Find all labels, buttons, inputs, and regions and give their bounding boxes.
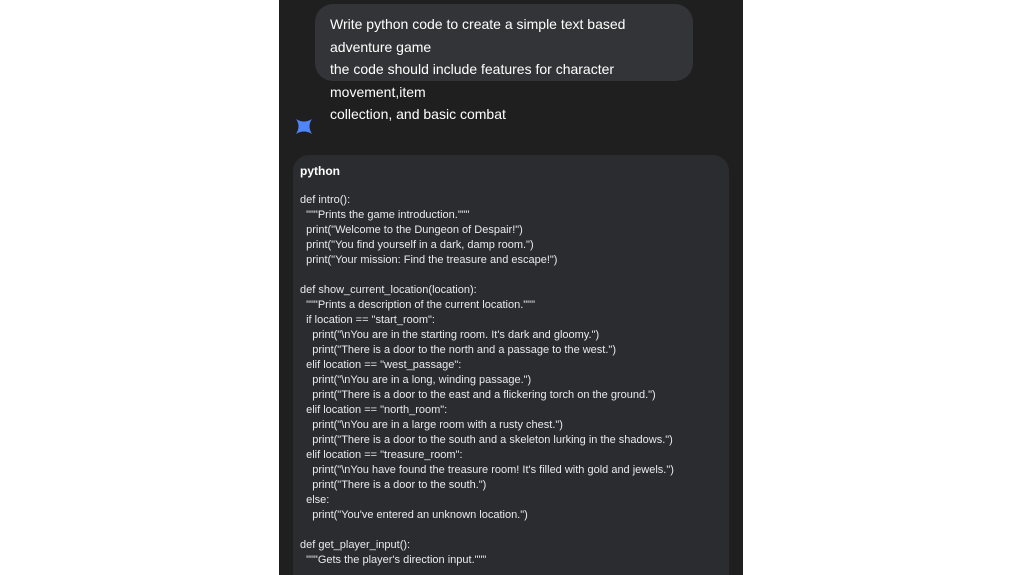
code-line: print("\nYou have found the treasure room! It's filled with gold and jewels.") bbox=[300, 464, 674, 476]
code-line: print("You've entered an unknown location.") bbox=[300, 509, 528, 521]
code-language-label: python bbox=[300, 164, 340, 178]
code-block bbox=[293, 155, 729, 575]
code-line: print("There is a door to the east and a flickering torch on the ground.") bbox=[300, 389, 656, 401]
code-line: """Prints the game introduction.""" bbox=[300, 209, 470, 221]
user-message-line: Write python code to create a simple text based adventure game bbox=[330, 16, 630, 55]
code-line: print("\nYou are in the starting room. It's dark and gloomy.") bbox=[300, 329, 600, 341]
code-line: print("Your mission: Find the treasure and escape!") bbox=[300, 254, 558, 266]
code-line: print("There is a door to the south.") bbox=[300, 479, 487, 491]
code-line: print("\nYou are in a large room with a rusty chest.") bbox=[300, 419, 563, 431]
code-line: print("There is a door to the north and a passage to the west.") bbox=[300, 344, 616, 356]
chat-screen bbox=[279, 0, 743, 575]
code-line bbox=[300, 523, 721, 538]
code-line: def get_player_input(): bbox=[300, 539, 411, 551]
code-line: if location == "start_room": bbox=[300, 314, 435, 326]
code-line: """Gets the player's direction input.""" bbox=[300, 554, 487, 566]
code-line: print("You find yourself in a dark, damp room.") bbox=[300, 239, 534, 251]
code-line bbox=[300, 268, 721, 283]
user-message-line: collection, and basic combat bbox=[330, 106, 506, 122]
code-line: print("Welcome to the Dungeon of Despair!") bbox=[300, 224, 523, 236]
user-message-bubble bbox=[315, 4, 693, 122]
code-line: elif location == "north_room": bbox=[300, 404, 448, 416]
code-line: def intro(): bbox=[300, 194, 351, 206]
gemini-sparkle-icon bbox=[295, 117, 313, 135]
user-message-line: the code should include features for character movement,item bbox=[330, 61, 618, 100]
code-line: def show_current_location(location): bbox=[300, 284, 477, 296]
code-line: elif location == "treasure_room": bbox=[300, 449, 463, 461]
code-line: elif location == "west_passage": bbox=[300, 359, 462, 371]
code-line: """Prints a description of the current location.""" bbox=[300, 299, 535, 311]
code-line: else: bbox=[300, 494, 330, 506]
code-content bbox=[300, 193, 721, 568]
code-line: print("\nYou are in a long, winding passage.") bbox=[300, 374, 532, 386]
code-line: print("There is a door to the south and a skeleton lurking in the shadows.") bbox=[300, 434, 673, 446]
sparkle-shape bbox=[296, 119, 312, 134]
